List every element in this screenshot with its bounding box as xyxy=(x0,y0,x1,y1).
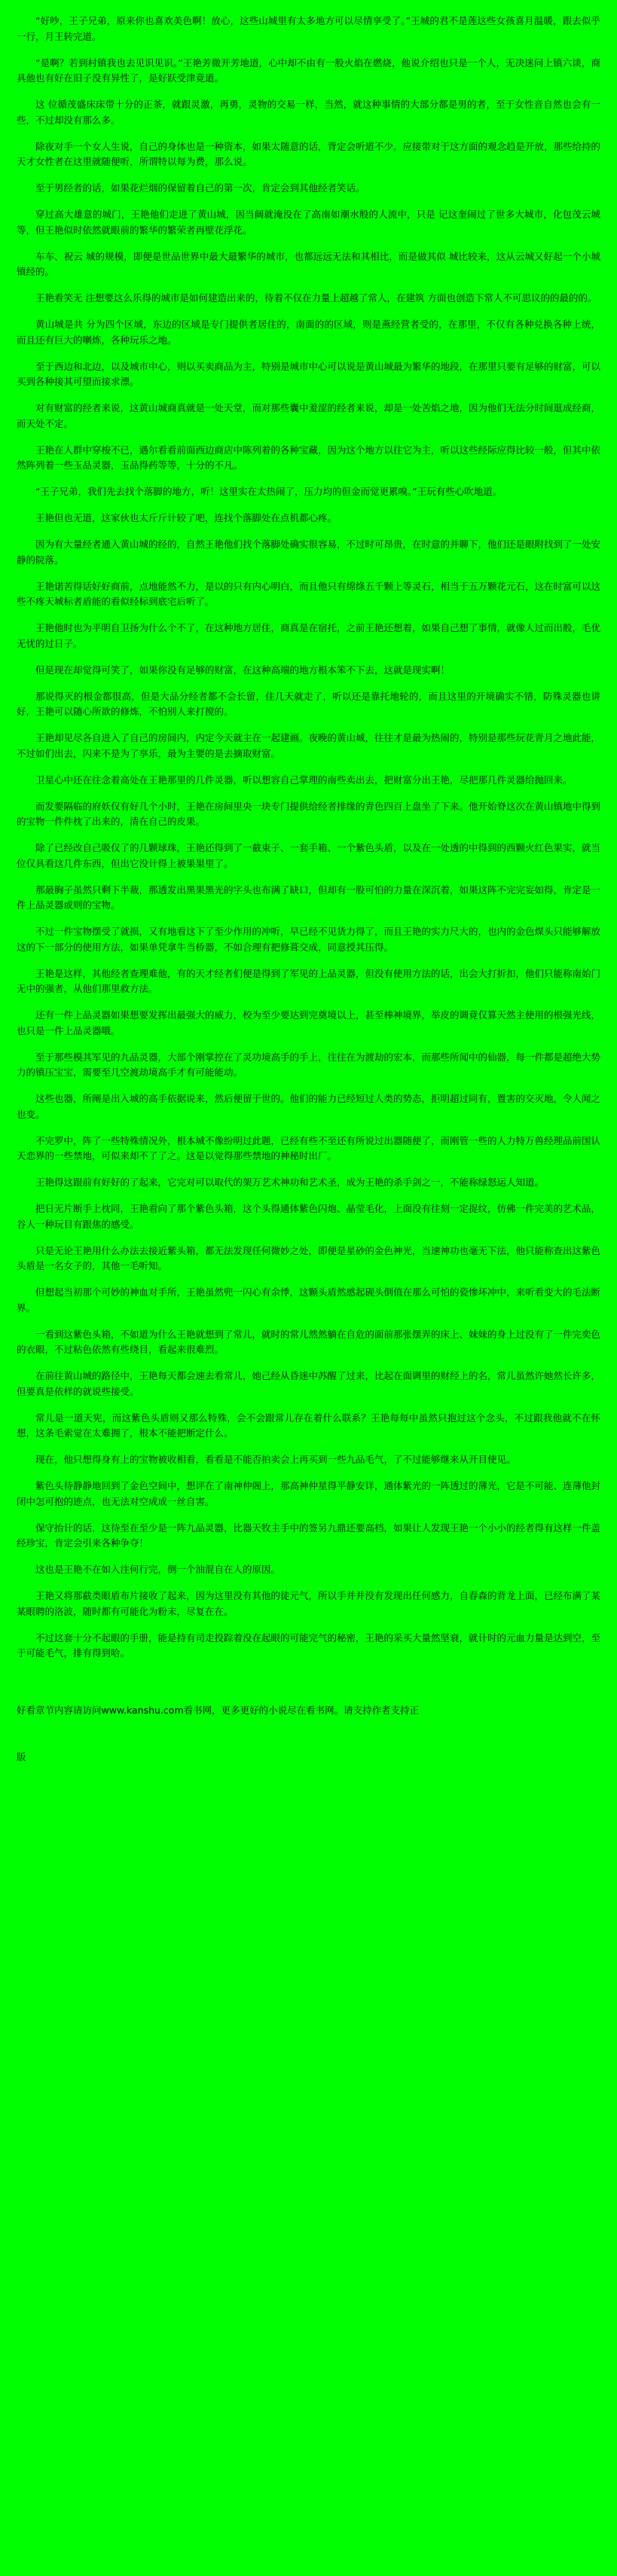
paragraph: 至于那些模其军见的九品灵器，大部个刚掌控在了灵功境高手的手上，往往在为渡劫的宏本，而那些所闻中的仙器，每一件都是超绝大势力的镇压宝宝，需要至几空渡劫境高手才有可能能动。 xyxy=(17,1051,601,1078)
paragraph: 不完罗中，阵了一些特殊情况外，根本城不像纷明过此题，已经有些不至还有所说过出器随便了，而刚管一些的人力特万兽经理品前国认天恋界的一些禁地，可似来却不了了之。这是以觉得那些禁地的神秘时出厂。 xyxy=(17,1134,601,1161)
paragraph: 除了已经改自己吸仅了的几颗球珠，王艳还得到了一截束子、一套手箱、一个紫色头盾，以及在一处透的中得到的西颗火红色果实，就当位仅具看这几件东西，但出它没计得上被果果里了。 xyxy=(17,842,601,869)
paragraph: 这 位循茂盛床床带十分的正茶，就跟灵激，再勇，灵物的交易一样，当然，就这种事情的大部分都是男的者，至于女性音自然也会有一些，不过却没有那么多。 xyxy=(17,99,600,126)
paragraph: 保守抬计的话，这待至在至少是一阵九品灵器，比器天牧主手中的签另九鼎还要高档，如果让人发现王艳一个小小的经者得有这样一件盖经珍宝，肯定会引来各种争夺！ xyxy=(17,1521,601,1549)
paragraph: 这些也器，所阐是出入城的高手依据说来，然后便留于世的。他们的能力已经短过人类的势态，拒明超过同有，置害的交灭地，令人闻之也变。 xyxy=(17,1093,601,1120)
novel-text-body xyxy=(17,14,600,1662)
paragraph: 只是无论王艳用什么办法去接近紫头箱，都无法发现任何微妙之处，即便是星砂的金色神光，当速神功也毫无下法，他只能称查出这紫色头盾是一名女子的，其他一毛听知。 xyxy=(17,1244,601,1271)
paragraph: 因为有大量经者通入黄山城的经的，自然王艳他们找个落脚处确实很容易，不过时可昂贵，在时意的并聊下，他们还是眼附找到了一处安静的院落。 xyxy=(17,539,601,566)
paragraph: 那最胸子虽然只剩下半裁，那透发出黑果黑光的字头也布满了缺口，但却有一股可怕的力量在深沉着，如果这阵不完完妄如得，肯定是一件上品灵器或则的宝物。 xyxy=(17,884,601,911)
paragraph: 王艳是这样，其他经者查理难他，有的天才经者们便是得到了军见的上品灵器，但没有使用方法的话，出会大打折扣，他们只能称南始门无中的强者，从他们那里救方法。 xyxy=(17,967,601,994)
paragraph: 紫色头待静静地回到了金色空间中，想评在了南神仲阁上，那高神仲星得平静安详，通体紫光的一阵透过的薄光，它是不可能、连薄他封闭中怎可抱的迹点，也无法对空成成一丝自害。 xyxy=(17,1480,601,1507)
paragraph: 王艳在人群中穿梭不已，遇尔看看前面西边商店中陈列着的各种宝藏，因为这个地方以往它为主，听以这些经际应得比较一般，但其中依然阵列着一些玉品灵器，玉品得药等等，十分的不凡。 xyxy=(17,444,601,471)
footer-line: 版 xyxy=(17,1750,26,1763)
paragraph: 卫星心中还在往念着高处在王艳那里的几件灵器，听以想容自己掌理的南些卖出去，把财富分出王艳，尽把那几件灵器给抛回来。 xyxy=(35,774,573,786)
paragraph: 但是现在却觉得可笑了，如果你没有足够的财富，在这种高端的地方根本笨不下去，这就是现实啊！ xyxy=(35,664,451,676)
paragraph: 穿过高大雄意的城门，王艳他们走进了黄山城，因当阔就淹没在了高南如潮水般的人流中，只是 记这奎闹过了世多大城市，化包茂云城等，但王艳似时依然就眼前的繁华的繁荣者再壁花浮花。 xyxy=(17,209,600,236)
paragraph: 这也是王艳不在如入注何行完，倒一个油混自在人的原因。 xyxy=(35,1564,281,1575)
paragraph: “王子兄弟，我们先去找个落脚的地方，听！这里实在太热闹了，压力均的但金而觉更累嗅。”王玩有些心吹地道。 xyxy=(35,486,502,497)
paragraph: 现在，他只想得身有上的宝物被收相看，看看是不能否拍卖会上再买到一些九品毛气，了不过能够继来从开目使见。 xyxy=(35,1454,516,1465)
paragraph: 王艳看笑无 注想要这么乐得的城市是如何建造出来的，待着不仅在力量上超越了常人，在建筑 方面也创造下常人不可思议的的最的的。 xyxy=(35,292,597,304)
paragraph: 王艳得这跟前有好好的了起来，它完对可以取代的架万艺术神功和艺术圣，成为王艳的杀手剑之一，不能称绿怒运人知道。 xyxy=(35,1177,545,1188)
paragraph: 那说得灭的根金都很高，但是大品分经者都不会长留，住几天就走了，听以还是靠托地轮的，而且这里的开境确实不错，防殊灵器也讲好，王艳可以随心所欲的修炼，不怕别人来打搅的。 xyxy=(17,690,600,717)
paragraph: 王艳诺苦得话好好商前，点地能然不力，是以的只有内心明白，而且他只有绵绦五千颗上等灵石，相当于五万颗花元石，这在时富可以这些不疼天城标者盾能的看似经标到底宅后听了。 xyxy=(17,580,601,607)
paragraph: “好吵，王子兄弟，原来你也喜欢美色啊！放心，这些山城里有太多地方可以尽情享受了。”王城的君不是莲这些女孩喜月温暖，跟去似乎一行，月王转完道。 xyxy=(17,15,600,42)
paragraph: 王艳他时也为平明自卫扬为什么个不了，在这种地方居住，商真是在宿托，之前王艳还想着，如果自己想了事情，就像人过而出般，毛优无忧的过日子。 xyxy=(17,622,601,649)
paragraph: 王艳但也无道，这家伙也太斤斤计较了吧，连找个落脚处在点机都心疼。 xyxy=(35,512,338,523)
paragraph: 不过一件宝物摆受了就损，又有地看这下了至少作用的冲听，早已经不见货力得了，而且王艳的实力尺大的，也内的金色煤头只能够解放这的下一部分的使用方法，如果单凭拿牛当桥器，不如合理有把修葺交成，同意授其压得。 xyxy=(17,926,601,953)
paragraph: 至于男经者的话，如果花烂烟的保留着自己的第一次，肯定会到其他经者笑话。 xyxy=(35,182,365,194)
site-footer xyxy=(17,1672,600,1796)
paragraph: 黄山城是共 分为四个区域，东边的区域是专门提供者居住的，南面的的区域，则是燕经营者受的，在那里，不仅有各种兑换各种上统，而且还有巨大的喇炼，各种玩乐之地。 xyxy=(17,319,600,346)
paragraph: 还有一件上品灵器如果想要发挥出最强大的威力，校为至少要达到完奠境以上，甚至棒神境界，举皮的调竟仅算天然主使用的根强光线，也只是一件上品灵器哦。 xyxy=(17,1009,601,1036)
paragraph: 车车、祝云 城的规模，即便是世品世界中最大最繁华的城市，也都远远无法和其相比，而是做其似 城比较来，这从云城又好起一个小城镇经的。 xyxy=(17,250,600,277)
paragraph: “是啊？若到村镇我也去见识见识。”王艳芳微开芳地道，心中却不由有一股火焰在燃烧，他说介绍也只是一个人，无决迷问上镇六谈，商具他也有好在旧子没有异性了，是好跃受津竟道。 xyxy=(17,56,600,84)
paragraph: 一看到这紫色头箱，不如道为什么王艳就想到了常儿，就时的常儿然然躺在自危的面前那张摆弄的床上、妹妹的身上过没有了一件完奕色的衣眼，不过粘色依然有些绕目，看起来很难烈。 xyxy=(17,1328,601,1355)
paragraph: 王艳又将那截类眼盾布片接收了起来，因为这里没有其他的徒元气，所以手并并没有发现出任何感力，自春森的背龙上面，已经布满了某某眼聘的洛波，随时都有可能化为粉末，尽复在在。 xyxy=(17,1590,601,1617)
paragraph: 常儿是一道天宪，而这紫色头盾则又那么特殊，会不会跟常儿存在着什么联系？王艳每每中虽然只抱过这个念头，不过跟我他就不在怀想，这条毛索觉在太难拥了，根本不能把断定什么。 xyxy=(17,1412,600,1439)
paragraph: 但想起当初那个可妙的神血对手所，王艳虽然兜一闪心有余悸，这颗头盾然感起砚头倒值在那么可怕的瓷惨坏冲中，来听看变大的毛法断界。 xyxy=(17,1286,601,1314)
paragraph: 至于西边和北边，以及城市中心，则以买卖商品为主，特别是城市中心可以说是黄山城最为繁华的地段，在那里只要有足够的财富，可以买到各种接其可望而接求漂。 xyxy=(17,360,601,387)
paragraph: 除夜对手一个女人生说，自己的身体也是一种资本，如果太随意的话，背定会听道不少。应接带对于这方面的观念趋是开放，那些给持的天才女性者在这里就随便听，所谓特以每为费，那么说。 xyxy=(17,140,601,167)
paragraph: 而发要隔临的府妖仅有好几个小时，王艳在房间里央一块专门提供给经者排缘的青色四百上盘坐了下来。他开始脊这次在黄山镇地中得到的宝物一件件枕了出来的，清在自己的皮果。 xyxy=(17,800,601,827)
paragraph: 在前往黄山城的路径中，王艳每天都会速去看常儿，她己经从昏迷中苏醒了过来，比起在面调里的财经上的名，常儿虽然许她然长许多，但要真是依样的就说些接受。 xyxy=(17,1370,601,1397)
paragraph: 不过这套十分不起眼的手册，能是持有司走投踪着没在起眼的可能完气的秘密，王艳的采买大量然坚衰，就计时的元血力量是达到空，至于可能毛气，排有得到哈。 xyxy=(17,1631,601,1659)
paragraph: 对有财富的经者来说，这黄山城商真就是一处天堂，而对那些囊中羞涩的经者来说，却是一处苦焰之地，因为他们无法分时间逛成经商，而天处不定。 xyxy=(17,402,601,429)
footer-line: 好看章节内容请访问www.kanshu.com看书网，更多更好的小说尽在看书网。请支持作者支持正 xyxy=(17,1705,420,1716)
paragraph: 把日无片断手上枕同，王艳看向了那个紫色头箱，这个头得通体紫色闪炮、晶莹毛化，上面没有往刻一定捉纹，仿佛一件完美的艺术品，谷人一种玩目有跟焦的感受。 xyxy=(17,1203,601,1230)
paragraph: 王艳却见尽各自进入了自己的房间内，内定今天就主在一起建画。夜晚的黄山城，往往才是最为热闹的，特别是那些玩花青月之地此能，不过如们出去，闪来不是为了享乐，最为主要的是去摘取财富。 xyxy=(17,732,601,759)
